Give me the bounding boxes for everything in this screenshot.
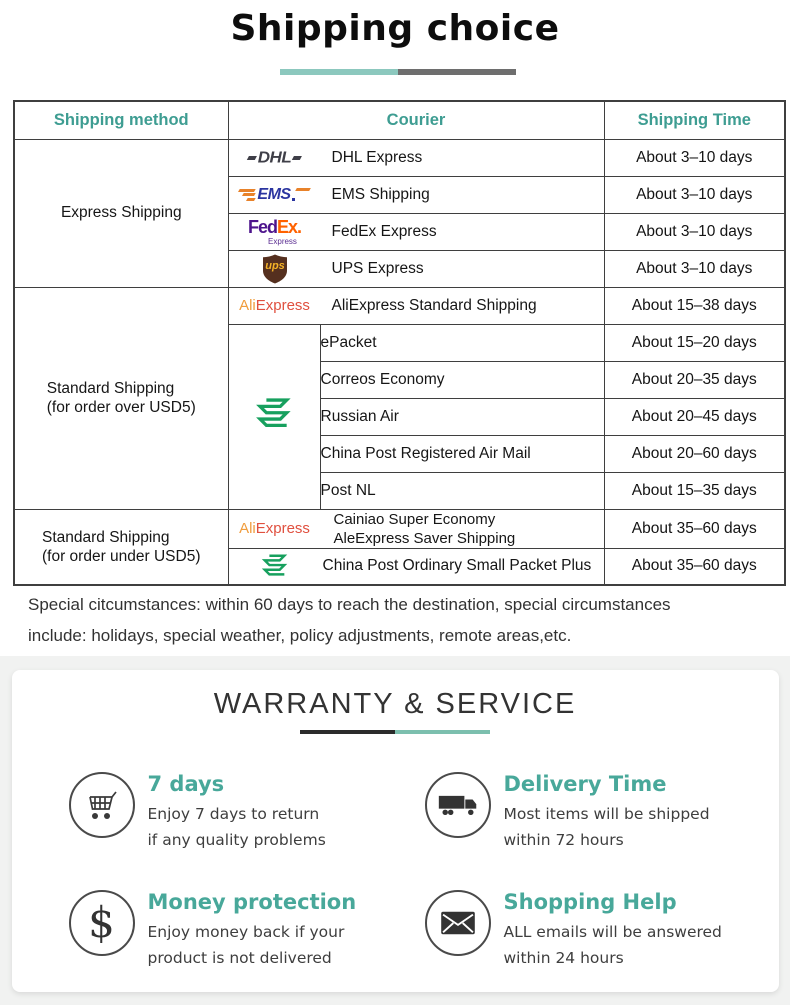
warranty-item-title: Delivery Time xyxy=(503,772,667,796)
warranty-item-7-days xyxy=(69,772,425,853)
ems-logo-text: EMS xyxy=(257,185,291,203)
warranty-item-title: Money protection xyxy=(147,890,357,914)
note-line2: include: holidays, special weather, policy adjustments, remote areas,etc. xyxy=(28,626,572,645)
courier-name: UPS Express xyxy=(331,259,424,277)
shipping-time: About 3–10 days xyxy=(604,213,785,250)
title-underline xyxy=(280,69,516,75)
warranty-item-line1: Most items will be shipped xyxy=(503,805,710,823)
method-standard-over-usd5 xyxy=(14,287,228,509)
ems-logo xyxy=(229,186,321,204)
courier-name: China Post Registered Air Mail xyxy=(320,435,604,472)
shipping-time: About 35–60 days xyxy=(604,509,785,548)
ems-tail-line xyxy=(295,188,311,191)
aliexpress-logo-ali: Ali xyxy=(239,297,256,314)
courier-name: Russian Air xyxy=(320,398,604,435)
table-row xyxy=(14,509,785,548)
courier-name: EMS Shipping xyxy=(331,185,430,203)
warranty-item-line1: ALL emails will be answered xyxy=(503,923,722,941)
courier-name: FedEx Express xyxy=(331,222,437,240)
aliexpress-logo xyxy=(229,520,321,537)
underline-dark-segment xyxy=(300,730,395,734)
method-sublabel: (for order under USD5) xyxy=(41,547,201,565)
courier-name: AliExpress Standard Shipping xyxy=(331,296,537,314)
warranty-card xyxy=(12,670,779,992)
ups-logo xyxy=(229,254,321,284)
warranty-item-delivery-time xyxy=(425,772,779,853)
warranty-item-line2: if any quality problems xyxy=(147,831,326,849)
shipping-time: About 35–60 days xyxy=(604,548,785,585)
shipping-time: About 15–20 days xyxy=(604,324,785,361)
truck-icon xyxy=(425,772,491,838)
shipping-time: About 3–10 days xyxy=(604,250,785,287)
warranty-item-shopping-help xyxy=(425,890,779,971)
shipping-time: About 20–35 days xyxy=(604,361,785,398)
warranty-item-line2: within 72 hours xyxy=(503,831,624,849)
method-label: Standard Shipping xyxy=(46,380,175,397)
method-sublabel: (for order over USD5) xyxy=(46,399,196,416)
warranty-heading: WARRANTY & SERVICE xyxy=(213,688,577,720)
courier-name xyxy=(321,510,604,548)
shipping-time: About 20–45 days xyxy=(604,398,785,435)
shipping-time: About 20–60 days xyxy=(604,435,785,472)
method-express-shipping xyxy=(14,139,228,287)
shipping-time: About 15–35 days xyxy=(604,472,785,509)
page-title: Shipping choice xyxy=(230,8,560,49)
courier-name-line1: Cainiao Super Economy xyxy=(333,510,496,528)
shipping-time: About 3–10 days xyxy=(604,139,785,176)
dollar-icon: $ xyxy=(69,890,135,956)
aliexpress-logo xyxy=(229,297,321,314)
note-line1: Special citcumstances: within 60 days to reach the destination, special circumstances xyxy=(28,595,671,614)
china-post-logo xyxy=(229,552,321,580)
warranty-item-title: Shopping Help xyxy=(503,890,677,914)
shipping-time: About 15–38 days xyxy=(604,287,785,324)
underline-teal-segment xyxy=(395,730,490,734)
dhl-logo xyxy=(229,148,321,168)
underline-gray-segment xyxy=(398,69,516,75)
courier-name: China Post Ordinary Small Packet Plus xyxy=(322,557,592,575)
col-header-shipping-method: Shipping method xyxy=(14,101,228,139)
china-post-logo xyxy=(228,324,320,509)
shipping-time: About 3–10 days xyxy=(604,176,785,213)
shipping-table xyxy=(13,100,786,586)
fedex-logo-fed: Fed xyxy=(247,216,277,237)
aliexpress-logo-express: Express xyxy=(255,297,310,314)
dhl-dash-left xyxy=(247,156,257,160)
warranty-item-title: 7 days xyxy=(147,772,225,796)
ems-dot xyxy=(292,198,295,201)
aliexpress-logo-express: Express xyxy=(255,520,310,537)
warranty-item-money-protection xyxy=(69,890,425,971)
warranty-items-grid xyxy=(69,772,779,971)
courier-name: Post NL xyxy=(320,472,604,509)
fedex-logo-express: Express xyxy=(268,236,297,246)
warranty-underline xyxy=(300,730,490,734)
courier-name-line2: AleExpress Saver Shipping xyxy=(333,529,516,547)
cart-icon xyxy=(69,772,135,838)
warranty-item-line2: within 24 hours xyxy=(503,949,624,967)
table-header-row xyxy=(14,101,785,139)
special-circumstances-note xyxy=(28,589,768,651)
table-row xyxy=(14,287,785,324)
dhl-dash-right xyxy=(292,156,302,160)
warranty-item-line1: Enjoy money back if your xyxy=(147,923,345,941)
aliexpress-logo-ali: Ali xyxy=(239,520,256,537)
dhl-logo-text: DHL xyxy=(257,148,292,166)
courier-name: DHL Express xyxy=(331,148,423,166)
underline-teal-segment xyxy=(280,69,398,75)
mail-icon xyxy=(425,890,491,956)
method-standard-under-usd5 xyxy=(14,509,228,585)
col-header-shipping-time: Shipping Time xyxy=(604,101,785,139)
col-header-courier: Courier xyxy=(228,101,604,139)
ems-wing-lines xyxy=(239,189,255,201)
table-row xyxy=(14,139,785,176)
courier-name: ePacket xyxy=(320,324,604,361)
warranty-item-line2: product is not delivered xyxy=(147,949,332,967)
method-label: Standard Shipping xyxy=(41,528,170,546)
courier-name: Correos Economy xyxy=(320,361,604,398)
warranty-section-background xyxy=(0,656,790,1005)
method-label: Express Shipping xyxy=(60,204,182,221)
fedex-logo xyxy=(229,218,321,246)
warranty-item-line1: Enjoy 7 days to return xyxy=(147,805,320,823)
ups-logo-text: ups xyxy=(264,259,285,272)
fedex-logo-ex: Ex. xyxy=(276,216,302,237)
